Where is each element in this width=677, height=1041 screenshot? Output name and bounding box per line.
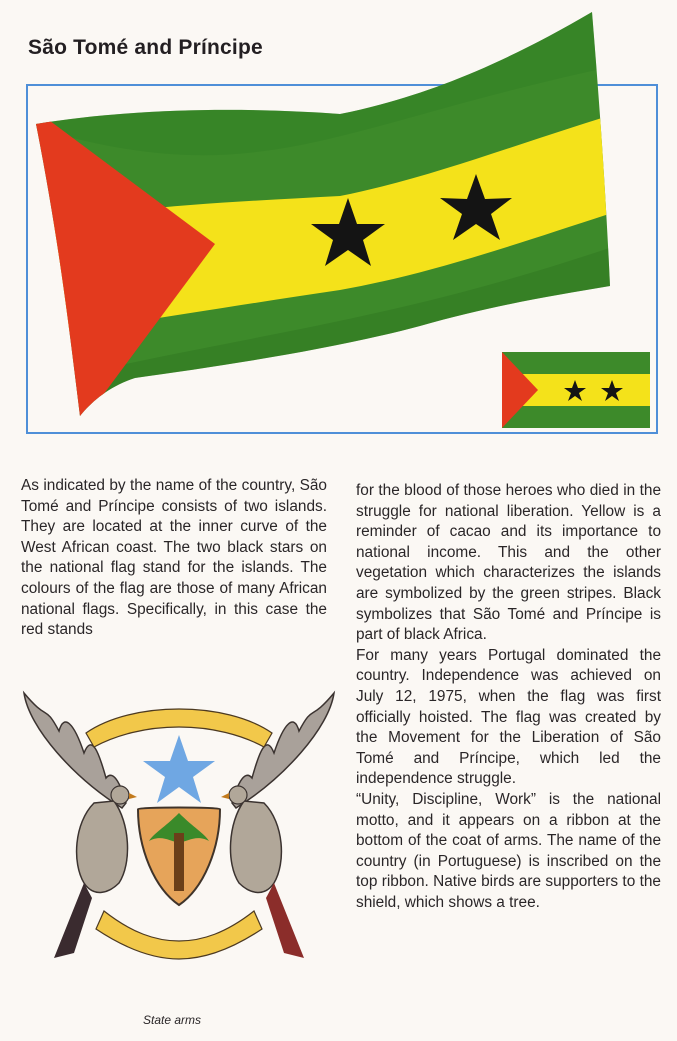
star-icon [143, 735, 215, 803]
paragraph-flag-colors: for the blood of those heroes who died in the struggle for national liberation. Yellow is a reminder of cacao and its importance to national income. This and the other vegetation which characterizes the islands are symbolized by the green stripes. Black symbolizes that São Tomé and Príncipe is part of black Africa. [356, 482, 661, 644]
shield-icon [138, 808, 220, 906]
page-title: São Tomé and Príncipe [28, 36, 263, 59]
paragraph-independence: For many years Portugal dominated the country. Independence was achieved on July 12, 1975, when the flag was first officially hoisted. The flag was created by the Movement for the Liberation of São Tomé and Príncipe, which led the independence struggle. [356, 646, 661, 788]
left-wing-icon [24, 693, 126, 808]
paragraph-motto: “Unity, Discipline, Work” is the national motto, and it appears on a ribbon at the bottom of the coat of arms. The name of the country (in Portuguese) is inscribed on the top ribbon. Native birds are supporters to the shield, which shows a tree. [356, 790, 661, 911]
right-wing-icon [232, 693, 334, 808]
arms-caption: State arms [143, 1013, 202, 1027]
small-flag-icon [502, 352, 650, 428]
right-column [356, 481, 661, 913]
bottom-ribbon [96, 911, 262, 959]
coat-of-arms-illustration [14, 683, 344, 973]
left-column-text: As indicated by the name of the country, São Tomé and Príncipe consists of two islands. They are located at the inner curve of the West African coast. The two black stars on the national flag stand for the islands. The colours of the flag are those of many African national flags. Specifically, in this case the red stands [21, 477, 327, 639]
